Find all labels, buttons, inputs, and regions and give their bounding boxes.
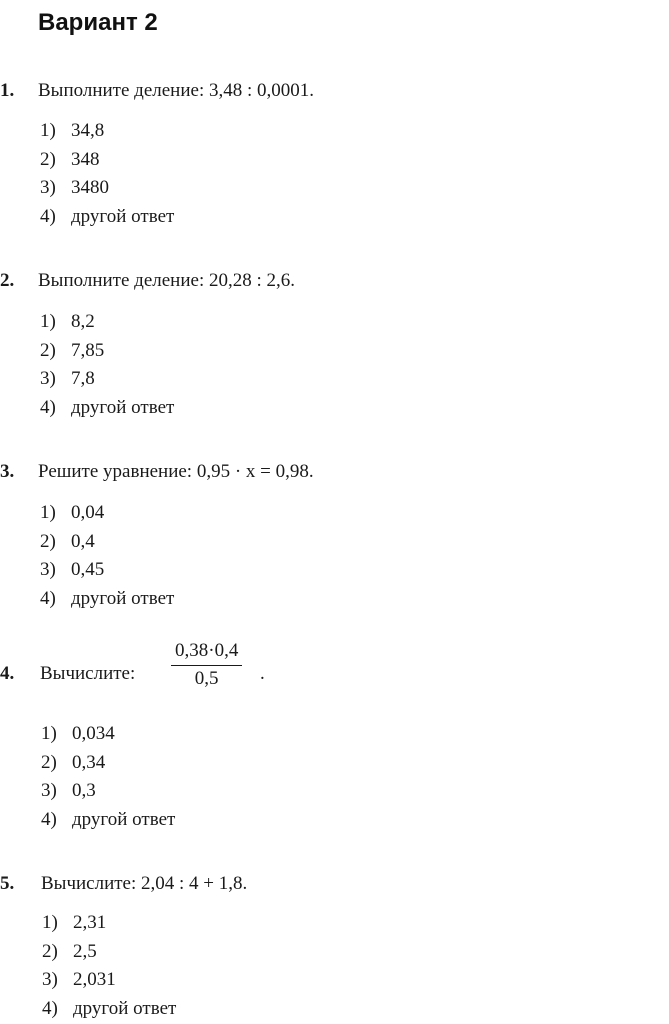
- answer-option-4[interactable]: [40, 203, 174, 232]
- answer-label: 2): [40, 530, 56, 552]
- answer-label: 1): [40, 502, 56, 523]
- question-number: 2.: [0, 270, 15, 291]
- answer-option-1[interactable]: [40, 499, 174, 528]
- answer-label: 4): [41, 809, 57, 831]
- answer-value: другой ответ: [73, 998, 177, 1020]
- page-title: Вариант 2: [38, 9, 158, 36]
- answer-label: 3): [40, 177, 56, 199]
- answer-option-4[interactable]: [40, 585, 174, 614]
- answer-label: 1): [40, 120, 56, 141]
- answer-value: 0,3: [72, 780, 96, 802]
- answer-list: [40, 499, 174, 614]
- answer-label: 2): [42, 940, 58, 962]
- question-text: Вычислите:: [40, 663, 136, 684]
- question-text: Решите уравнение: 0,95 · x = 0,98.: [38, 461, 314, 482]
- answer-label: 2): [41, 751, 57, 773]
- answer-value: 0,04: [71, 502, 105, 523]
- answer-value: другой ответ: [72, 809, 176, 831]
- answer-value: другой ответ: [71, 206, 175, 228]
- answer-value: 348: [71, 148, 100, 170]
- fraction-expression: [171, 639, 242, 692]
- question-number: 3.: [0, 461, 15, 482]
- answer-value: 0,4: [71, 530, 95, 552]
- answer-option-2[interactable]: [40, 337, 174, 366]
- question-5: [0, 869, 669, 1020]
- answer-value: 0,45: [71, 559, 105, 581]
- answer-label: 3): [42, 969, 58, 991]
- answer-value: 2,31: [73, 912, 107, 933]
- answer-label: 4): [42, 998, 58, 1020]
- question-number: 1.: [0, 80, 15, 101]
- answer-label: 2): [40, 339, 56, 361]
- question-header: [0, 266, 669, 296]
- question-1: [0, 76, 669, 228]
- answer-option-3[interactable]: [40, 556, 174, 585]
- answer-option-4[interactable]: [40, 394, 174, 423]
- answer-option-3[interactable]: [40, 365, 174, 394]
- answer-option-3[interactable]: [40, 174, 174, 203]
- answer-list: [40, 308, 174, 423]
- question-header: [0, 76, 669, 106]
- answer-option-2[interactable]: [40, 528, 174, 557]
- answer-option-2[interactable]: [41, 749, 175, 778]
- answer-value: 7,85: [71, 339, 105, 361]
- answer-label: 4): [40, 206, 56, 228]
- answer-value: 0,034: [72, 723, 115, 744]
- question-header: [0, 869, 669, 899]
- answer-label: 3): [41, 780, 57, 802]
- answer-value: другой ответ: [71, 588, 175, 610]
- question-text: Выполните деление: 20,28 : 2,6.: [38, 270, 296, 291]
- answer-option-3[interactable]: [41, 777, 175, 806]
- answer-label: 4): [40, 588, 56, 610]
- question-text: Выполните деление: 3,48 : 0,0001.: [38, 80, 315, 101]
- question-2: [0, 266, 669, 419]
- question-number: 5.: [0, 873, 15, 894]
- answer-label: 3): [40, 368, 56, 390]
- answer-option-4[interactable]: [42, 995, 176, 1024]
- question-number: 4.: [0, 663, 15, 684]
- answer-value: 0,34: [72, 751, 106, 773]
- answer-option-1[interactable]: [42, 909, 176, 938]
- answer-label: 1): [40, 311, 56, 332]
- answer-label: 3): [40, 559, 56, 581]
- answer-label: 1): [41, 723, 57, 744]
- answer-option-2[interactable]: [40, 146, 174, 175]
- answer-value: 2,5: [73, 940, 97, 962]
- question-text: Вычислите: 2,04 : 4 + 1,8.: [41, 873, 248, 894]
- fraction-denominator: 0,5: [194, 668, 219, 689]
- answer-option-1[interactable]: [41, 720, 175, 749]
- question-3: [0, 457, 669, 610]
- answer-value: 34,8: [71, 120, 105, 141]
- answer-label: 2): [40, 148, 56, 170]
- answer-list: [41, 720, 175, 835]
- answer-option-2[interactable]: [42, 938, 176, 967]
- answer-list: [40, 117, 174, 232]
- answer-option-1[interactable]: [40, 308, 174, 337]
- fraction-suffix: .: [260, 663, 265, 684]
- answer-value: 7,8: [71, 368, 95, 390]
- answer-value: 8,2: [71, 311, 95, 332]
- answer-list: [42, 909, 176, 1024]
- answer-value: 3480: [71, 177, 109, 199]
- answer-value: 2,031: [73, 969, 116, 991]
- answer-option-3[interactable]: [42, 966, 176, 995]
- answer-value: другой ответ: [71, 397, 175, 419]
- answer-option-1[interactable]: [40, 117, 174, 146]
- answer-label: 4): [40, 397, 56, 419]
- answer-option-4[interactable]: [41, 806, 175, 835]
- answer-label: 1): [42, 912, 58, 933]
- question-header: [0, 457, 669, 487]
- fraction-numerator: 0,38·0,4: [171, 639, 242, 666]
